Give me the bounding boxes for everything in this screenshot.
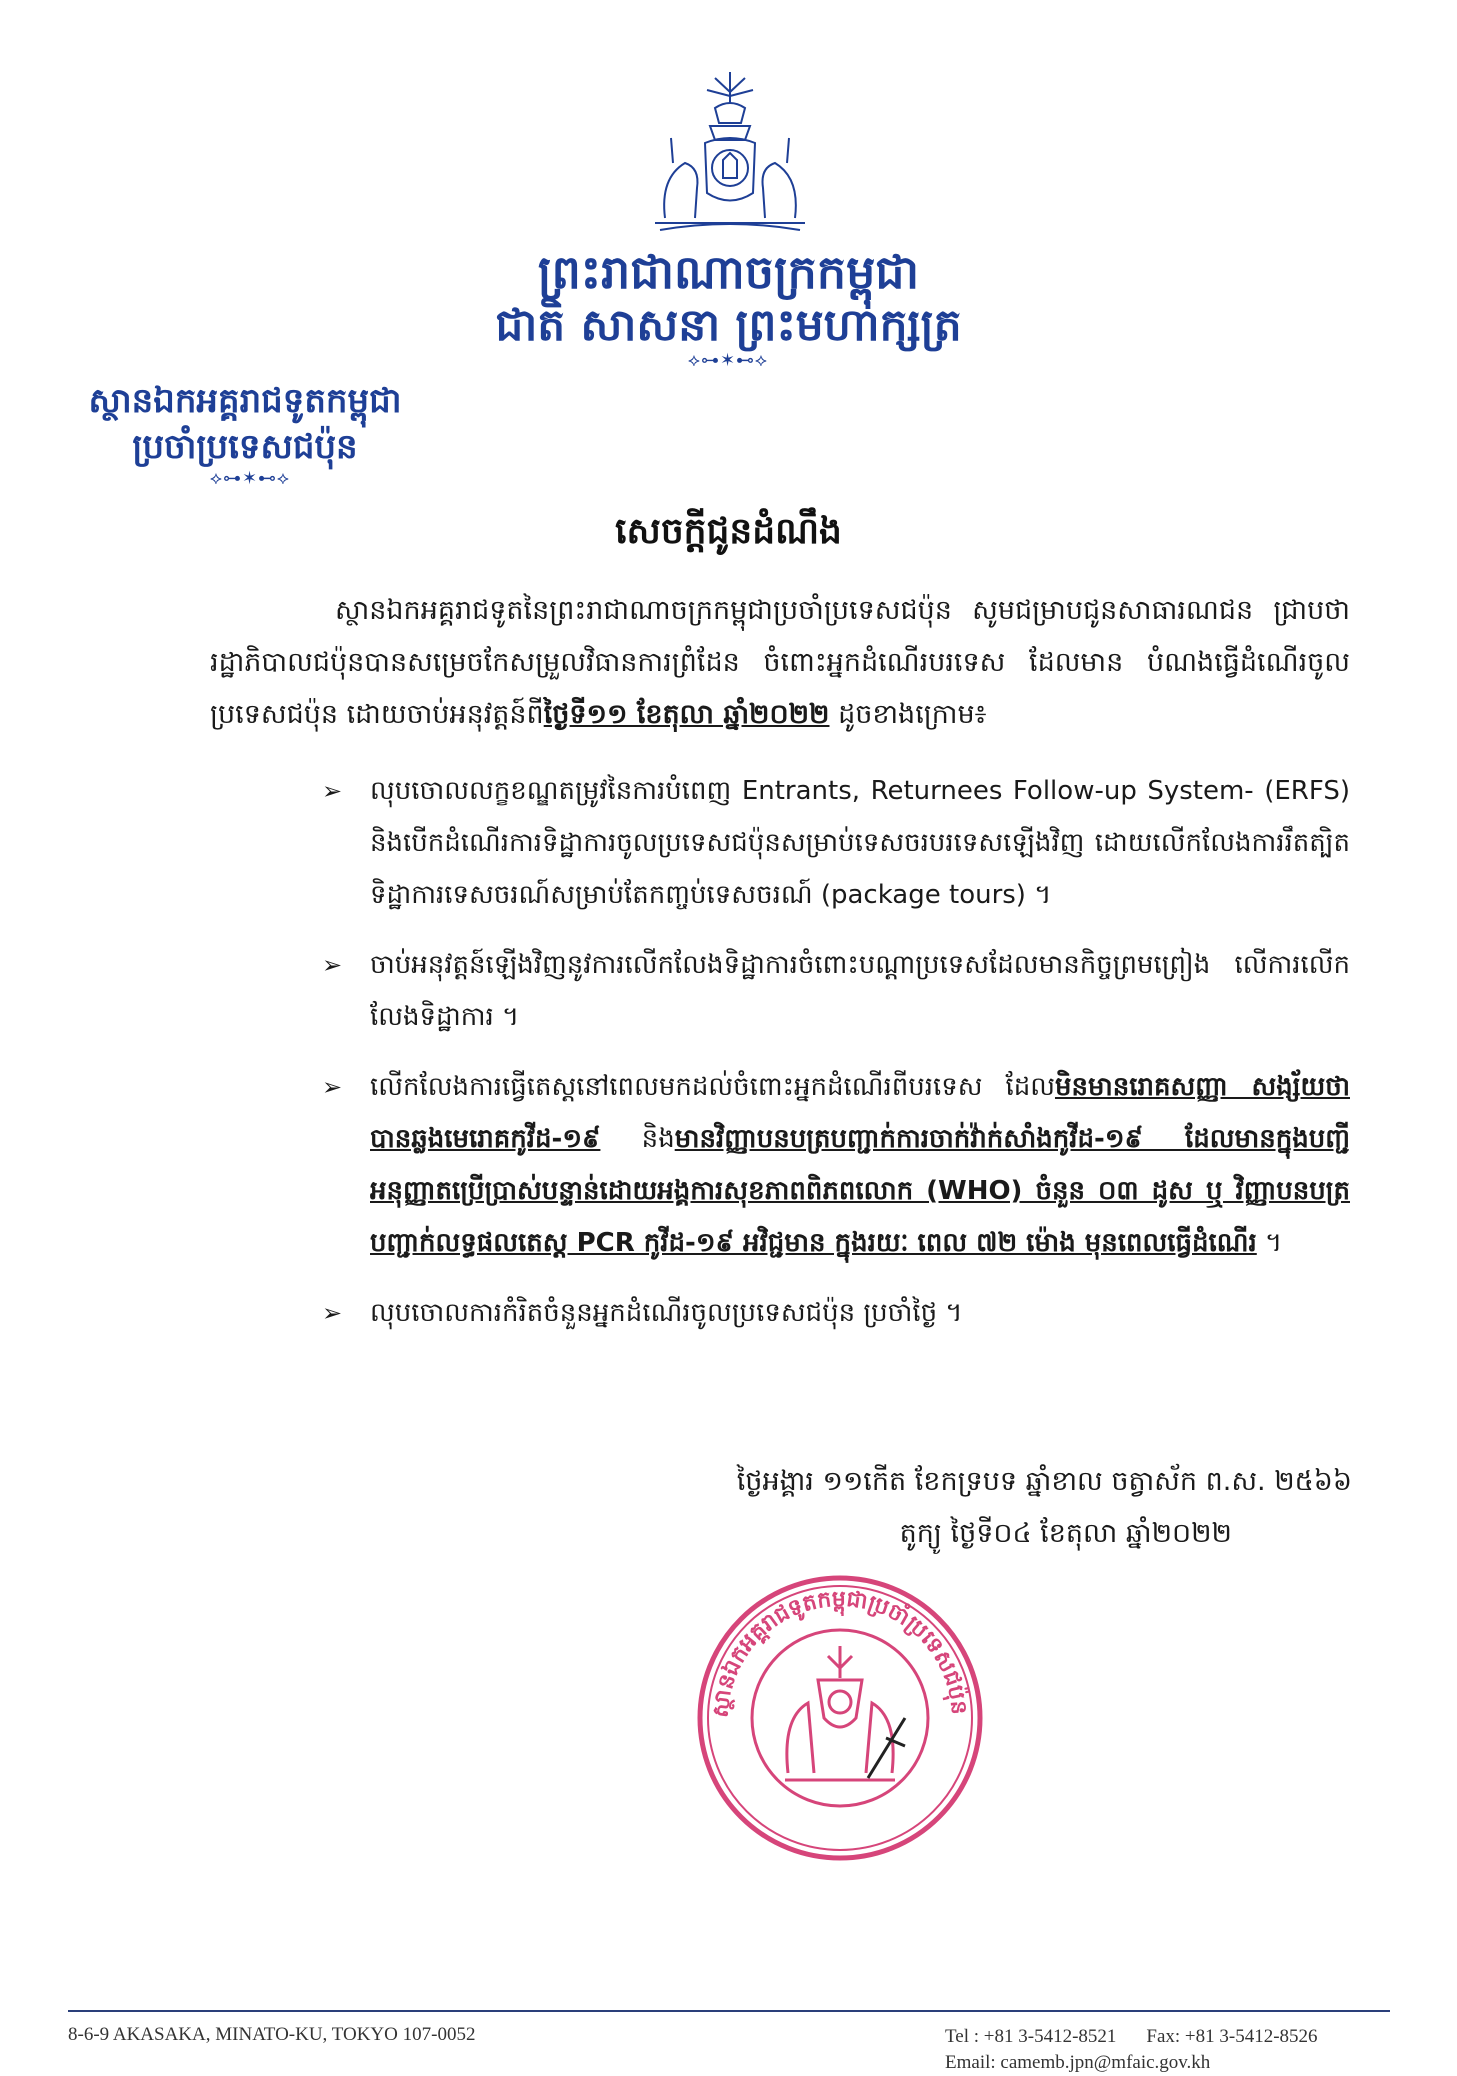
signature-mark bbox=[868, 1718, 905, 1778]
list-item-emphasis: មិនមានរោគសញ្ញា សង្ស័យថាបានឆ្លងមេរោគកូវីដ-១៩ bbox=[370, 1072, 1350, 1154]
list-item-text: លុបចោលលក្ខខណ្ឌតម្រូវនៃការបំពេញ Entrants, Returnees Follow-up System- (ERFS) និងបើកដំណើរការទិដ្ឋាការចូលប្រទេសជប៉ុនសម្រាប់ទេសចរបរទេសឡើងវិញ ដោយលើកលែងការរឹតត្បិតទិដ្ឋាការទេសចរណ៍សម្រាប់តែកញ្ចប់ទេសចរណ៍ (package tours) ។ bbox=[370, 776, 1350, 910]
list-item-text: ចាប់អនុវត្តន៍ឡើងវិញនូវការលើកលែងទិដ្ឋាការចំពោះបណ្តាប្រទេសដែលមានកិច្ចព្រមព្រៀង លើការលើកលែងទិដ្ឋាការ ។ bbox=[370, 950, 1350, 1032]
document-title: សេចក្តីជូនដំណឹង bbox=[615, 510, 842, 552]
footer-tel: Tel : +81 3-5412-8521 bbox=[945, 2026, 1117, 2047]
list-item bbox=[322, 1287, 1350, 1339]
bullet-arrow-icon: ➢ bbox=[322, 777, 343, 805]
list-item bbox=[322, 939, 1350, 1043]
bullet-arrow-icon: ➢ bbox=[322, 1073, 343, 1101]
list-item-emphasis: មានវិញ្ញាបនបត្របញ្ជាក់ការចាក់វ៉ាក់សាំងកូវីដ-១៩ ដែលមានក្នុងបញ្ជីអនុញ្ញាតប្រើប្រាស់បន្ទាន់ដោយអង្គការសុខភាពពិភពលោក (WHO) ចំនួន ០៣ ដូស ឬ វិញ្ញាបនបត្របញ្ជាក់លទ្ធផលតេស្ត PCR កូវីដ-១៩ អវិជ្ជមាន ក្នុងរយៈ ពេល ៧២ ម៉ោង មុនពេលធ្វើដំណើរ bbox=[370, 1124, 1350, 1258]
intro-text: ស្ថានឯកអគ្គរាជទូតនៃព្រះរាជាណាចក្រកម្ពុជាប្រចាំប្រទេសជប៉ុន សូមជម្រាបជូនសាធារណជន ជ្រាបថា រដ្ឋាភិបាលជប៉ុនបានសម្រេចកែសម្រួលវិធានការព្រំដែន ចំពោះអ្នកដំណើរបរទេស ដែលមាន បំណងធ្វើដំណើរចូលប្រទេសជប៉ុន ដោយចាប់អនុវត្តន៍ពី bbox=[210, 595, 1350, 730]
ornament-divider: ⟡⊶✶⊷⟡ bbox=[210, 468, 290, 489]
bullet-arrow-icon: ➢ bbox=[322, 951, 343, 979]
embassy-name-line2: ប្រចាំប្រទេសជប៉ុន bbox=[132, 427, 358, 467]
gregorian-date: តូក្យូ ថ្ងៃទី០៤ ខែតុលា ឆ្នាំ២០២២ bbox=[899, 1518, 1232, 1549]
list-item bbox=[322, 1061, 1350, 1269]
bullet-arrow-icon: ➢ bbox=[322, 1299, 343, 1327]
embassy-name bbox=[70, 378, 420, 470]
footer-contact bbox=[945, 2024, 1318, 2076]
intro-text-end: ដូចខាងក្រោម៖ bbox=[829, 699, 987, 730]
ornament-divider: ⟡⊶✶⊷⟡ bbox=[688, 350, 768, 371]
footer-email: Email: camemb.jpn@mfaic.gov.kh bbox=[945, 2052, 1211, 2073]
embassy-name-line1: ស្ថានឯកអគ្គរាជទូតកម្ពុជា bbox=[88, 381, 402, 421]
list-item bbox=[322, 765, 1350, 921]
kingdom-title: ព្រះរាជាណាចក្រកម្ពុជា bbox=[537, 245, 920, 299]
date-block bbox=[737, 1456, 1352, 1560]
list-item-text: លុបចោលការកំរិតចំនួនអ្នកដំណើរចូលប្រទេសជប៉ុន ប្រចាំថ្ងៃ ។ bbox=[370, 1298, 963, 1328]
national-motto: ជាតិ សាសនា ព្រះមហាក្សត្រ bbox=[495, 300, 962, 351]
seal-text: ស្ថានឯកអគ្គរាជទូតកម្ពុជាប្រចាំប្រទេសជប៉ុន bbox=[708, 1586, 972, 1719]
official-seal bbox=[690, 1568, 990, 1868]
lunar-date: ថ្ងៃអង្គារ ១១កើត ខែកទ្របទ ឆ្នាំខាល ចត្វាស័ក ព.ស. ២៥៦៦ bbox=[736, 1466, 1352, 1497]
footer-divider bbox=[68, 2010, 1390, 2012]
effective-date: ថ្ងៃទី១១ ខែតុលា ឆ្នាំ២០២២ bbox=[543, 699, 830, 730]
royal-emblem bbox=[645, 68, 815, 236]
footer-fax: Fax: +81 3-5412-8526 bbox=[1146, 2026, 1318, 2047]
list-item-text: ។ bbox=[1256, 1228, 1283, 1258]
list-item-text: លើកលែងការធ្វើតេស្តនៅពេលមកដល់ចំពោះអ្នកដំណើរពីបរទេស ដែល bbox=[370, 1072, 1055, 1102]
intro-paragraph bbox=[210, 585, 1350, 741]
footer-address: 8-6-9 AKASAKA, MINATO-KU, TOKYO 107-0052 bbox=[68, 2024, 476, 2045]
measures-list bbox=[322, 765, 1350, 1357]
list-item-text: និង bbox=[600, 1124, 675, 1154]
